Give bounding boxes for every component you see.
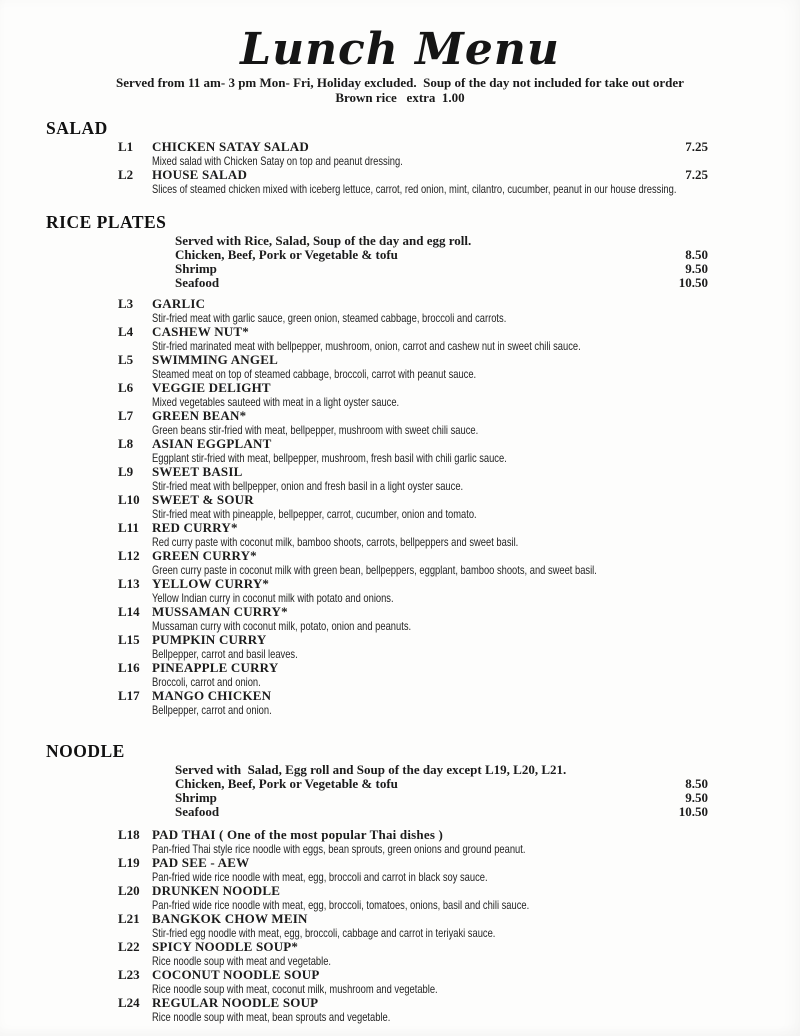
menu-item — [118, 409, 708, 437]
menu-item-heading — [118, 828, 708, 842]
menu-item — [118, 605, 708, 633]
item-description: Pan-fried wide rice noodle with meat, egg, broccoli, tomatoes, onions, basil and chili sauce. — [152, 898, 530, 912]
menu-item — [118, 381, 708, 409]
section-items — [0, 828, 800, 1024]
item-name: REGULAR NOODLE SOUP — [152, 995, 319, 1010]
menu-item-heading — [118, 521, 708, 535]
menu-item — [118, 493, 708, 521]
menu-section — [0, 741, 800, 1024]
menu-item-heading — [118, 912, 708, 926]
item-description: Mixed vegetables sauteed with meat in a light oyster sauce. — [152, 395, 400, 409]
item-name: SWIMMING ANGEL — [152, 352, 278, 367]
menu-item-heading — [118, 689, 708, 703]
item-description: Stir-fried meat with bellpepper, onion and fresh basil in a light oyster sauce. — [152, 479, 464, 493]
menu-item-heading — [118, 297, 708, 311]
menu-item — [118, 465, 708, 493]
menu-sections — [0, 118, 800, 1024]
item-description: Pan-fried Thai style rice noodle with eggs, bean sprouts, green onions and ground peanut. — [152, 842, 526, 856]
price-option-price: 9.50 — [685, 790, 708, 805]
item-description: Broccoli, carrot and onion. — [152, 675, 261, 689]
item-description: Bellpepper, carrot and onion. — [152, 703, 272, 717]
menu-item-heading — [118, 605, 708, 619]
item-description: Green beans stir-fried with meat, bellpepper, mushroom with sweet chili sauce. — [152, 423, 479, 437]
menu-item-heading — [118, 140, 708, 154]
menu-item — [118, 661, 708, 689]
item-code: L15 — [118, 632, 140, 647]
item-code: L8 — [118, 436, 134, 451]
menu-item-heading — [118, 549, 708, 563]
section-title: RICE PLATES — [46, 212, 167, 232]
item-name: SWEET BASIL — [152, 464, 243, 479]
price-option-label: Chicken, Beef, Pork or Vegetable & tofu — [175, 247, 398, 262]
item-name: PINEAPPLE CURRY — [152, 660, 279, 675]
price-option-price: 9.50 — [685, 261, 708, 276]
item-description: Rice noodle soup with meat, bean sprouts and vegetable. — [152, 1010, 391, 1024]
item-code: L16 — [118, 660, 140, 675]
item-code: L11 — [118, 520, 139, 535]
menu-item-heading — [118, 577, 708, 591]
price-option-row — [175, 276, 708, 290]
menu-item — [118, 297, 708, 325]
menu-item-heading — [118, 661, 708, 675]
menu-item — [118, 325, 708, 353]
price-option-price: 8.50 — [685, 776, 708, 791]
menu-item — [118, 633, 708, 661]
menu-item — [118, 940, 708, 968]
price-option-price: 8.50 — [685, 247, 708, 262]
menu-item-heading — [118, 353, 708, 367]
item-code: L1 — [118, 139, 134, 154]
price-option-price: 10.50 — [678, 804, 708, 819]
menu-item-heading — [118, 465, 708, 479]
item-name: CASHEW NUT* — [152, 324, 249, 339]
item-description: Red curry paste with coconut milk, bamboo shoots, carrots, bellpeppers and sweet basil. — [152, 535, 519, 549]
item-code: L20 — [118, 883, 140, 898]
price-option-row — [175, 791, 708, 805]
menu-item-heading — [118, 856, 708, 870]
item-name: SPICY NOODLE SOUP* — [152, 939, 299, 954]
menu-item — [118, 996, 708, 1024]
item-name: CHICKEN SATAY SALAD — [152, 139, 309, 154]
section-note: Served with Salad, Egg roll and Soup of the day except L19, L20, L21. — [175, 762, 567, 777]
menu-item — [118, 437, 708, 465]
subtitle-line1: Served from 11 am- 3 pm Mon- Fri, Holiday excluded. Soup of the day not included for take out order — [116, 75, 684, 90]
item-name: BANGKOK CHOW MEIN — [152, 911, 308, 926]
price-option-row — [175, 805, 708, 819]
price-option-label: Seafood — [175, 275, 220, 290]
item-name: MUSSAMAN CURRY* — [152, 604, 288, 619]
menu-item-heading — [118, 940, 708, 954]
subtitle-line2: Brown rice extra 1.00 — [335, 89, 465, 105]
item-name: GREEN BEAN* — [152, 408, 247, 423]
item-code: L23 — [118, 967, 140, 982]
item-description: Yellow Indian curry in coconut milk with potato and onions. — [152, 591, 394, 605]
menu-item — [118, 884, 708, 912]
menu-item — [118, 577, 708, 605]
menu-item — [118, 856, 708, 884]
item-code: L24 — [118, 995, 140, 1010]
menu-item-heading — [118, 633, 708, 647]
item-description: Bellpepper, carrot and basil leaves. — [152, 647, 298, 661]
item-code: L4 — [118, 324, 134, 339]
item-code: L7 — [118, 408, 134, 423]
item-name: PAD SEE - AEW — [152, 855, 250, 870]
item-description: Slices of steamed chicken mixed with iceberg lettuce, carrot, red onion, mint, cilantro, cucumber, peanut in our house dressing. — [152, 182, 677, 196]
item-name: RED CURRY* — [152, 520, 238, 535]
item-name: HOUSE SALAD — [152, 167, 248, 182]
menu-item-heading — [118, 884, 708, 898]
menu-item-heading — [118, 168, 708, 182]
menu-item — [118, 140, 708, 168]
item-description: Green curry paste in coconut milk with green bean, bellpeppers, eggplant, bamboo shoots, and sweet basil. — [152, 563, 597, 577]
item-name: MANGO CHICKEN — [152, 688, 272, 703]
menu-section — [0, 118, 800, 196]
price-option-label: Shrimp — [175, 790, 217, 805]
item-code: L21 — [118, 911, 140, 926]
price-option-row — [175, 248, 708, 262]
menu-item-heading — [118, 325, 708, 339]
item-name: PAD THAI ( One of the most popular Thai dishes ) — [152, 827, 444, 842]
item-name: COCONUT NOODLE SOUP — [152, 967, 320, 982]
item-name: SWEET & SOUR — [152, 492, 254, 507]
item-description: Mussaman curry with coconut milk, potato, onion and peanuts. — [152, 619, 412, 633]
section-note: Served with Rice, Salad, Soup of the day and egg roll. — [175, 233, 472, 248]
item-code: L19 — [118, 855, 140, 870]
item-price: 7.25 — [685, 139, 708, 154]
item-description: Rice noodle soup with meat, coconut milk, mushroom and vegetable. — [152, 982, 438, 996]
item-code: L10 — [118, 492, 140, 507]
price-option-price: 10.50 — [678, 275, 708, 290]
price-option-label: Seafood — [175, 804, 220, 819]
section-items — [0, 297, 800, 717]
item-description: Pan-fried wide rice noodle with meat, egg, broccoli and carrot in black soy sauce. — [152, 870, 488, 884]
section-items — [0, 140, 800, 196]
menu-item — [118, 353, 708, 381]
item-code: L18 — [118, 827, 140, 842]
item-name: PUMPKIN CURRY — [152, 632, 267, 647]
item-code: L14 — [118, 604, 140, 619]
price-option-row — [175, 777, 708, 791]
menu-item — [118, 689, 708, 717]
section-title: NOODLE — [46, 741, 125, 761]
menu-item — [118, 549, 708, 577]
item-code: L22 — [118, 939, 140, 954]
item-name: GREEN CURRY* — [152, 548, 257, 563]
menu-item-heading — [118, 437, 708, 451]
menu-item-heading — [118, 968, 708, 982]
item-description: Stir-fried meat with garlic sauce, green onion, steamed cabbage, broccoli and carrots. — [152, 311, 507, 325]
menu-item — [118, 968, 708, 996]
item-name: VEGGIE DELIGHT — [152, 380, 271, 395]
item-description: Eggplant stir-fried with meat, bellpepper, mushroom, fresh basil with chili garlic sauce. — [152, 451, 507, 465]
item-name: DRUNKEN NOODLE — [152, 883, 281, 898]
menu-item-heading — [118, 996, 708, 1010]
menu-item — [118, 521, 708, 549]
item-code: L2 — [118, 167, 134, 182]
item-name: ASIAN EGGPLANT — [152, 436, 272, 451]
menu-item — [118, 828, 708, 856]
section-note-block — [0, 763, 800, 819]
item-description: Mixed salad with Chicken Satay on top and peanut dressing. — [152, 154, 403, 168]
item-description: Stir-fried egg noodle with meat, egg, broccoli, cabbage and carrot in teriyaki sauce. — [152, 926, 496, 940]
menu-item-heading — [118, 409, 708, 423]
menu-item-heading — [118, 381, 708, 395]
item-description: Stir-fried marinated meat with bellpepper, mushroom, onion, carrot and cashew nut in sweet chili sauce. — [152, 339, 581, 353]
section-title: SALAD — [46, 118, 108, 138]
item-name: YELLOW CURRY* — [152, 576, 270, 591]
item-description: Stir-fried meat with pineapple, bellpepper, carrot, cucumber, onion and tomato. — [152, 507, 477, 521]
menu-item-heading — [118, 493, 708, 507]
item-name: GARLIC — [152, 296, 206, 311]
price-option-label: Shrimp — [175, 261, 217, 276]
item-code: L12 — [118, 548, 140, 563]
item-price: 7.25 — [685, 167, 708, 182]
item-code: L13 — [118, 576, 140, 591]
page-title: Lunch Menu — [240, 24, 560, 75]
price-option-row — [175, 262, 708, 276]
price-option-label: Chicken, Beef, Pork or Vegetable & tofu — [175, 776, 398, 791]
item-description: Steamed meat on top of steamed cabbage, broccoli, carrot with peanut sauce. — [152, 367, 477, 381]
item-code: L17 — [118, 688, 140, 703]
menu-section — [0, 212, 800, 717]
menu-header — [0, 0, 800, 105]
item-code: L3 — [118, 296, 134, 311]
item-code: L9 — [118, 464, 134, 479]
section-note-block — [0, 234, 800, 290]
item-description: Rice noodle soup with meat and vegetable. — [152, 954, 331, 968]
menu-item — [118, 912, 708, 940]
item-code: L5 — [118, 352, 134, 367]
item-code: L6 — [118, 380, 134, 395]
menu-item — [118, 168, 708, 196]
